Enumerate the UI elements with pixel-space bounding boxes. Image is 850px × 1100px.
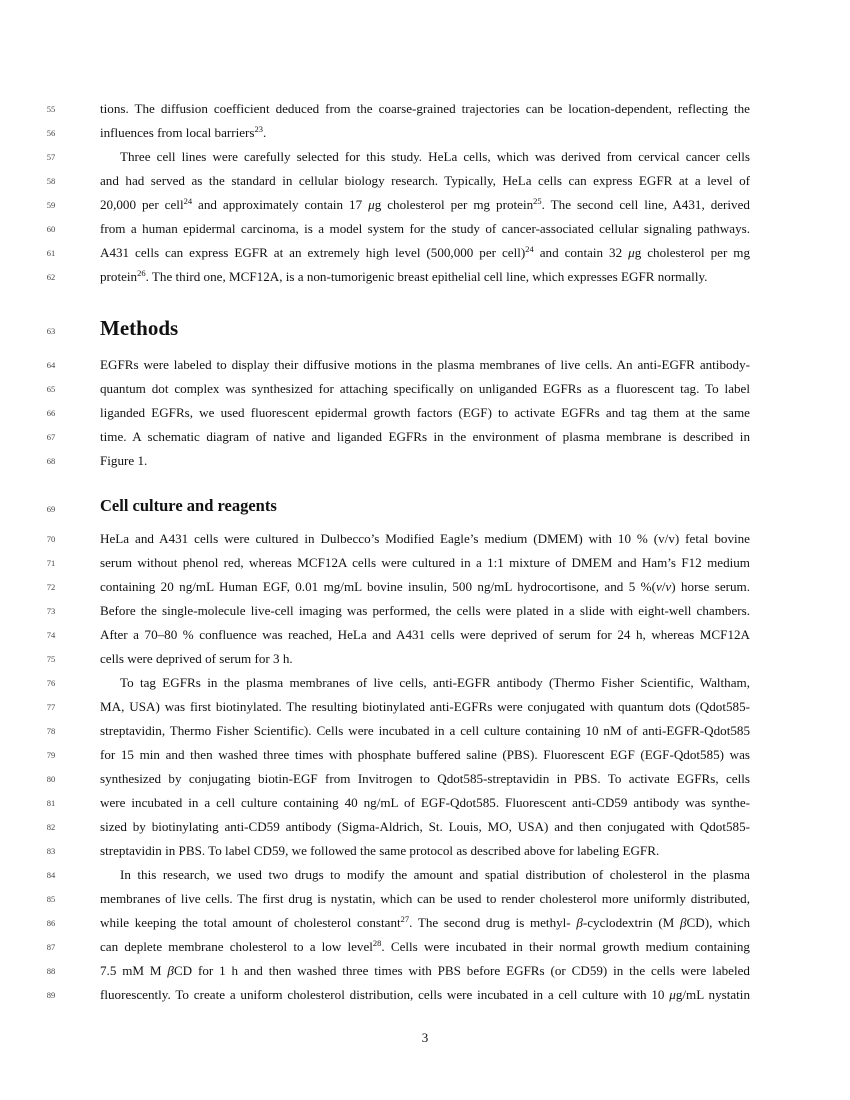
citation-superscript: 27 [400, 914, 410, 924]
text-run: protein [100, 269, 138, 284]
text-run: streptavidin, Thermo Fisher Scientific). Cells were incubated in a cell culture containing 10 nM of anti-EGFR-Qdot585 [100, 723, 750, 738]
text-line [0, 722, 850, 742]
citation-superscript: 24 [525, 244, 534, 254]
italic-symbol: μ [628, 245, 635, 260]
text-line [0, 404, 850, 424]
line-number: 62 [46, 272, 56, 282]
text-run: . The second drug is methyl- [409, 915, 577, 930]
text-run: were incubated in a cell culture containing 40 ng/mL of EGF-Qdot585. Fluorescent anti-CD59 antibody was synthe- [100, 795, 750, 810]
line-number: 81 [46, 798, 56, 808]
page-number: 3 [421, 1030, 429, 1045]
text-run: liganded EGFRs, we used fluorescent epidermal growth factors (EGF) to activate EGFRs and tag them at the same [100, 405, 750, 420]
text-run: and approximately contain 17 [192, 197, 369, 212]
text-line [0, 818, 850, 838]
text-run: Three cell lines were carefully selected for this study. HeLa cells, which was derived from cervical cancer cells [120, 149, 750, 164]
line-number: 89 [46, 990, 56, 1000]
text-line [0, 746, 850, 766]
line-text [100, 356, 750, 373]
text-line [0, 938, 850, 958]
text-line [0, 380, 850, 400]
section-heading-methods [0, 316, 850, 340]
text-run: A431 cells can express EGFR at an extremely high level (500,000 per cell) [100, 245, 526, 260]
text-line [0, 962, 850, 982]
line-text [100, 380, 750, 397]
line-text [100, 770, 750, 787]
text-line [0, 124, 850, 144]
line-number: 78 [46, 726, 56, 736]
line-number: 88 [46, 966, 56, 976]
text-run: . The third one, MCF12A, is a non-tumorigenic breast epithelial cell line, which expresses EGFR normally. [145, 269, 708, 284]
text-run: can deplete membrane cholesterol to a low level [100, 939, 373, 954]
text-line [0, 890, 850, 910]
line-number: 57 [46, 152, 56, 162]
line-number: 85 [46, 894, 56, 904]
line-number: 73 [46, 606, 56, 616]
text-line [0, 452, 850, 472]
line-number: 58 [46, 176, 56, 186]
text-run: from a human epidermal carcinoma, is a model system for the study of cancer-associated cellular signaling pathways. [100, 221, 750, 236]
text-line [0, 554, 850, 574]
text-line [0, 148, 850, 168]
text-line [0, 220, 850, 240]
line-text [100, 530, 750, 547]
text-run: 7.5 mM M [100, 963, 168, 978]
citation-superscript: 26 [137, 268, 146, 278]
line-number: 72 [46, 582, 56, 592]
text-run: In this research, we used two drugs to modify the amount and spatial distribution of cholesterol in the plasma [120, 867, 750, 882]
text-run: influences from local barriers [100, 125, 255, 140]
text-run: quantum dot complex was synthesized for attaching specifically on unliganded EGFRs as a fluorescent tag. To label [100, 381, 750, 396]
text-line [0, 602, 850, 622]
line-number: 76 [46, 678, 56, 688]
line-text [100, 626, 750, 643]
citation-superscript: 25 [533, 196, 542, 206]
italic-symbol: v [665, 579, 672, 594]
line-text [100, 866, 750, 883]
line-number: 77 [46, 702, 56, 712]
line-number: 83 [46, 846, 56, 856]
line-number: 69 [46, 504, 56, 514]
italic-symbol: μ [368, 197, 375, 212]
line-text [100, 172, 750, 189]
text-line [0, 356, 850, 376]
line-number: 60 [46, 224, 56, 234]
line-number: 67 [46, 432, 56, 442]
text-run: Before the single-molecule live-cell imaging was performed, the cells were plated in a slide with eight-well chambers. [100, 603, 750, 618]
text-run: 20,000 per cell [100, 197, 184, 212]
text-run: HeLa and A431 cells were cultured in Dulbecco’s Modified Eagle’s medium (DMEM) with 10 % (v/v) fetal bovine [100, 531, 750, 546]
text-run: serum without phenol red, whereas MCF12A cells were cultured in a 1:1 mixture of DMEM and Ham’s F12 medium [100, 555, 750, 570]
text-run: CD), which [686, 915, 750, 930]
text-line [0, 914, 850, 934]
line-text [100, 890, 750, 907]
text-run: . [263, 125, 267, 140]
line-text [100, 698, 750, 715]
text-line [0, 244, 850, 264]
text-line [0, 650, 850, 670]
text-run: and contain 32 [533, 245, 629, 260]
line-text [100, 722, 750, 739]
line-number: 56 [46, 128, 56, 138]
subsection-heading-text: Cell culture and reagents [100, 496, 277, 515]
line-text [100, 914, 750, 931]
text-run: . Cells were incubated in their normal growth medium containing [381, 939, 750, 954]
text-run: streptavidin in PBS. To label CD59, we followed the same protocol as described above for labeling EGFR. [100, 843, 660, 858]
text-run: membranes of live cells. The first drug is nystatin, which can be used to render cholesterol more uniformly distributed, [100, 891, 750, 906]
text-line [0, 986, 850, 1006]
line-number: 80 [46, 774, 56, 784]
text-run: To tag EGFRs in the plasma membranes of live cells, anti-EGFR antibody (Thermo Fisher Scientific, Waltham, [120, 675, 750, 690]
text-run: while keeping the total amount of cholesterol constant [100, 915, 401, 930]
text-line [0, 626, 850, 646]
text-run: synthesized by conjugating biotin-EGF from Invitrogen to Qdot585-streptavidin in PBS. To activate EGFRs, cells [100, 771, 750, 786]
line-text [100, 746, 750, 763]
citation-superscript: 28 [372, 938, 382, 948]
line-text [100, 196, 750, 213]
line-text [100, 404, 750, 421]
text-run: and had served as the standard in cellular biology research. Typically, HeLa cells can express EGFR at a level of [100, 173, 750, 188]
italic-symbol: μ [669, 987, 676, 1002]
line-text [100, 428, 750, 445]
text-run: containing 20 ng/mL Human EGF, 0.01 mg/mL bovine insulin, 500 ng/mL hydrocortisone, and 5 %( [100, 579, 656, 594]
text-run: After a 70–80 % confluence was reached, HeLa and A431 cells were deprived of serum for 24 h, whereas MCF12A [100, 627, 750, 642]
line-text [100, 578, 750, 595]
text-line [0, 428, 850, 448]
line-number: 68 [46, 456, 56, 466]
citation-superscript: 24 [183, 196, 193, 206]
text-line [0, 842, 850, 862]
line-number: 71 [46, 558, 56, 568]
text-run: ) horse serum. [671, 579, 750, 594]
text-line [0, 578, 850, 598]
line-number: 66 [46, 408, 56, 418]
line-text [100, 842, 750, 859]
text-run: Figure 1. [100, 453, 148, 468]
text-line [0, 268, 850, 288]
text-run: sized by biotinylating anti-CD59 antibody (Sigma-Aldrich, St. Louis, MO, USA) and then conjugated with Qdot585- [100, 819, 750, 834]
line-text [100, 650, 750, 667]
line-text [100, 962, 750, 979]
text-run: . The second cell line, A431, derived [541, 197, 750, 212]
text-run: -cyclodextrin (M [582, 915, 680, 930]
text-run: time. A schematic diagram of native and liganded EGFRs in the environment of plasma membrane is described in [100, 429, 750, 444]
line-number: 63 [46, 326, 56, 336]
line-text [100, 452, 750, 469]
line-text [100, 986, 750, 1003]
line-number: 64 [46, 360, 56, 370]
line-text [100, 794, 750, 811]
line-number: 86 [46, 918, 56, 928]
line-number: 82 [46, 822, 56, 832]
line-number: 55 [46, 104, 56, 114]
line-number: 75 [46, 654, 56, 664]
text-line [0, 530, 850, 550]
line-number: 61 [46, 248, 56, 258]
text-run: / [661, 579, 666, 594]
text-run: cells were deprived of serum for 3 h. [100, 651, 293, 666]
text-run: g cholesterol per mg [634, 245, 751, 260]
line-text [100, 602, 750, 619]
text-line [0, 698, 850, 718]
line-text [100, 554, 750, 571]
section-heading-text: Methods [100, 316, 179, 340]
italic-symbol: v [655, 579, 662, 594]
line-number: 59 [46, 200, 56, 210]
text-run: EGFRs were labeled to display their diffusive motions in the plasma membranes of live cells. An anti-EGFR antibody- [100, 357, 750, 372]
subsection-heading-cell-culture [0, 496, 850, 516]
text-run: MA, USA) was first biotinylated. The resulting biotinylated anti-EGFRs were conjugated with quantum dots (Qdot585- [100, 699, 750, 714]
line-text [100, 244, 750, 261]
text-line [0, 794, 850, 814]
line-text [100, 674, 750, 691]
text-line [0, 172, 850, 192]
line-number: 65 [46, 384, 56, 394]
line-number: 74 [46, 630, 56, 640]
text-line [0, 770, 850, 790]
italic-symbol: β [167, 963, 174, 978]
italic-symbol: β [576, 915, 583, 930]
text-run: g/mL nystatin [675, 987, 750, 1002]
text-line [0, 866, 850, 886]
text-line [0, 674, 850, 694]
text-line [0, 100, 850, 120]
line-text [100, 268, 750, 285]
text-run: tions. The diffusion coefficient deduced from the coarse-grained trajectories can be location-dependent, reflecting the [100, 101, 750, 116]
line-text [100, 148, 750, 165]
line-text [100, 124, 750, 141]
line-number: 79 [46, 750, 56, 760]
citation-superscript: 23 [254, 124, 264, 134]
line-number: 87 [46, 942, 56, 952]
line-text [100, 938, 750, 955]
line-number: 70 [46, 534, 56, 544]
text-line [0, 196, 850, 216]
text-run: for 15 min and then washed three times with phosphate buffered saline (PBS). Fluorescent EGF (EGF-Qdot585) was [100, 747, 750, 762]
line-number: 84 [46, 870, 56, 880]
text-run: g cholesterol per mg protein [374, 197, 534, 212]
text-run: CD for 1 h and then washed three times with PBS before EGFRs (or CD59) in the cells were labeled [173, 963, 750, 978]
italic-symbol: β [679, 915, 687, 930]
line-text [100, 818, 750, 835]
text-run: fluorescently. To create a uniform cholesterol distribution, cells were incubated in a cell culture with 10 [100, 987, 670, 1002]
line-text [100, 220, 750, 237]
line-text [100, 100, 750, 117]
